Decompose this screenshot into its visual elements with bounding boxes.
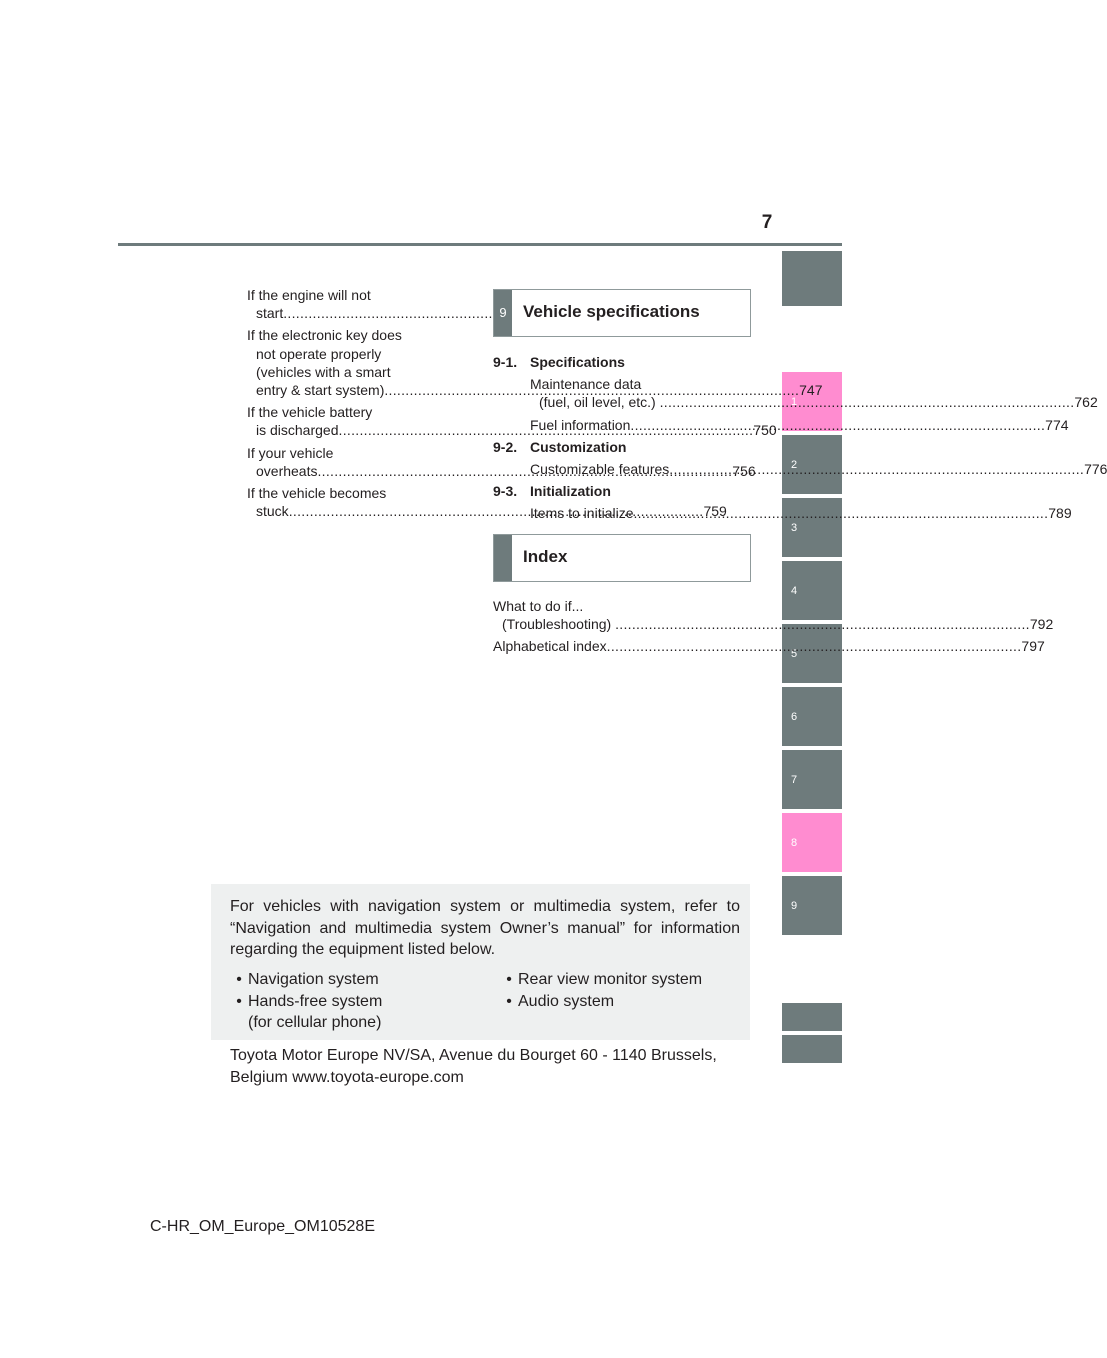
list-item: • Audio system bbox=[500, 991, 702, 1013]
chapter-tab-3[interactable]: 3 bbox=[782, 498, 842, 557]
chapter-tab-6[interactable]: 6 bbox=[782, 687, 842, 746]
leader-dots bbox=[607, 637, 1022, 655]
list-item: • Hands-free system bbox=[230, 991, 382, 1013]
toc-entry-overheats[interactable]: If your vehicle overheats ..... 756 bbox=[247, 444, 461, 480]
toc-entry-engine-not-start[interactable]: If the engine will not start ..... bbox=[247, 286, 461, 322]
list-item: • Navigation system bbox=[230, 969, 382, 991]
chapter-tab-4[interactable]: 4 bbox=[782, 561, 842, 620]
bullet-icon: • bbox=[506, 992, 512, 1010]
toc-entry-stuck[interactable]: If the vehicle becomes stuck ..... 759 bbox=[247, 484, 461, 520]
leader-dots bbox=[630, 416, 1045, 434]
section-number-badge: 9 bbox=[494, 290, 512, 336]
bullet-icon: • bbox=[236, 992, 242, 1010]
header-rule bbox=[118, 243, 842, 246]
page-ref: 797 bbox=[1021, 638, 1045, 655]
toc-entry-electronic-key[interactable]: If the electronic key does not operate properly (vehicles with a smart entry & start system) ..... 747 bbox=[247, 326, 461, 399]
leader-dots bbox=[669, 460, 1084, 478]
list-item-continuation: (for cellular phone) bbox=[248, 1014, 382, 1031]
toc-entry-maintenance-data[interactable]: Maintenance data (fuel, oil level, etc.) ..... 762 bbox=[493, 375, 741, 411]
subsection-heading-9-3[interactable]: 9-3. Initialization bbox=[493, 483, 611, 500]
note-bullets-left bbox=[230, 969, 382, 1034]
page-ref: 747 bbox=[799, 382, 823, 399]
toc-entry-customizable-features[interactable]: Customizable features ..... 776 bbox=[493, 460, 741, 478]
chapter-tab-blank-top[interactable] bbox=[782, 251, 842, 306]
chapter-tab-7[interactable]: 7 bbox=[782, 750, 842, 809]
page-ref: 759 bbox=[703, 503, 727, 520]
section-title: Vehicle specifications bbox=[523, 302, 700, 321]
section-title: Index bbox=[523, 547, 568, 566]
page-ref: 750 bbox=[753, 422, 777, 439]
chapter-tab-blank-bottom-1[interactable] bbox=[782, 1003, 842, 1031]
bullet-icon: • bbox=[506, 971, 512, 988]
leader-dots bbox=[660, 394, 1075, 410]
chapter-tab-5[interactable]: 5 bbox=[782, 624, 842, 683]
chapter-tab-8[interactable]: 8 bbox=[782, 813, 842, 872]
index-contents bbox=[493, 597, 1054, 660]
subsection-heading-9-1[interactable]: 9-1. Specifications bbox=[493, 354, 625, 370]
page-number: 7 bbox=[761, 212, 773, 233]
toc-entry-fuel-information[interactable]: Fuel information ..... 774 bbox=[493, 416, 741, 434]
toc-entry-battery-discharged[interactable]: If the vehicle battery is discharged ..... 750 bbox=[247, 403, 461, 439]
list-item: • Rear view monitor system bbox=[500, 969, 702, 991]
chapter-tab-blank-bottom-2[interactable] bbox=[782, 1035, 842, 1063]
subsection-heading-9-2[interactable]: 9-2. Customization bbox=[493, 438, 627, 455]
section-number-badge bbox=[494, 535, 512, 581]
publisher-info: Toyota Motor Europe NV/SA, Avenue du Bourget 60 - 1140 Brussels, Belgium www.toyota-europe.com bbox=[230, 1047, 717, 1086]
footer-document-code: C-HR_OM_Europe_OM10528E bbox=[150, 1218, 375, 1235]
page-ref: 756 bbox=[732, 462, 756, 479]
toc-entry-items-to-initialize[interactable]: Items to initialize ..... 789 bbox=[493, 504, 741, 522]
leader-dots bbox=[615, 616, 1030, 632]
bullet-icon: • bbox=[236, 971, 242, 988]
toc-entry-alphabetical-index[interactable]: Alphabetical index ..... 797 bbox=[493, 637, 741, 655]
page-ref: 789 bbox=[1048, 505, 1072, 522]
toc-entry-what-to-do-if[interactable]: What to do if... (Troubleshooting) ..... 792 bbox=[493, 597, 741, 633]
index-section-header[interactable] bbox=[493, 534, 751, 582]
section-9-header[interactable] bbox=[493, 289, 751, 337]
chapter-tab-2[interactable]: 2 bbox=[782, 435, 842, 494]
note-bullets-right bbox=[500, 969, 702, 1012]
note-text: For vehicles with navigation system or multimedia system, refer to “Navigation and multimedia system Owner’s manual” for information regarding the equipment listed below. bbox=[230, 898, 740, 958]
page-ref: 792 bbox=[1029, 616, 1054, 633]
page-ref: 762 bbox=[1074, 394, 1098, 411]
page-ref: 776 bbox=[1084, 461, 1107, 478]
chapter-tab-1[interactable]: 1 bbox=[782, 372, 842, 431]
page-ref: 774 bbox=[1045, 416, 1069, 433]
leader-dots bbox=[633, 504, 1048, 522]
chapter-tab-9[interactable]: 9 bbox=[782, 876, 842, 935]
